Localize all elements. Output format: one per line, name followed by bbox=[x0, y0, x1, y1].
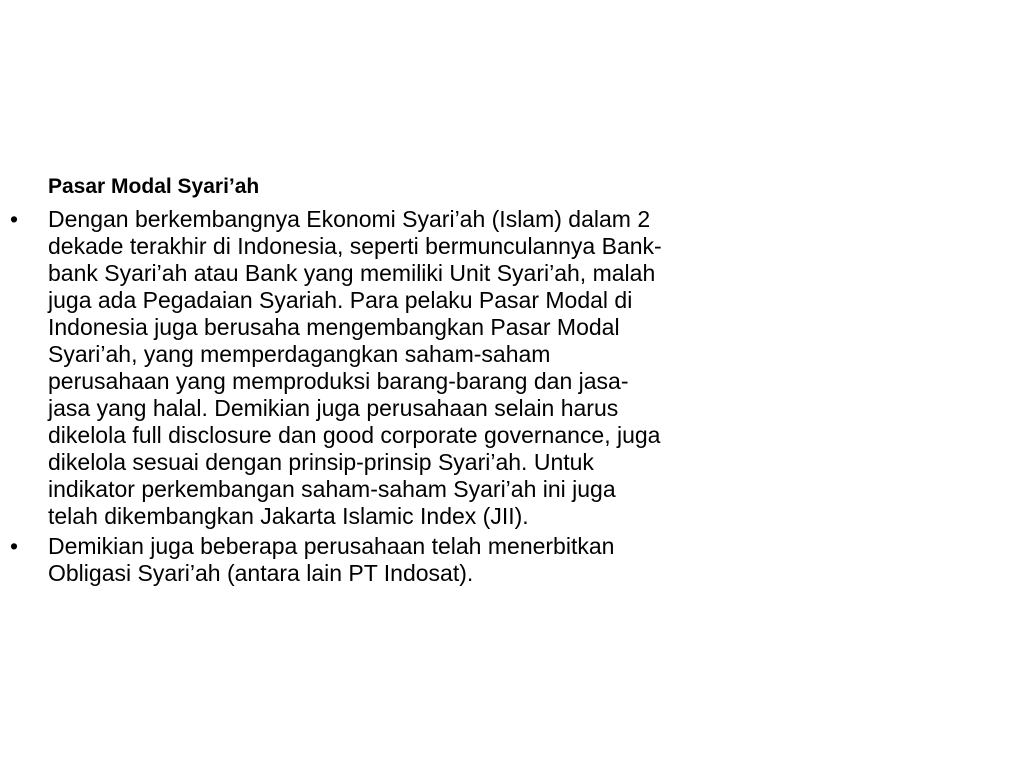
bullet-mark: • bbox=[10, 206, 19, 232]
bullet-list bbox=[10, 206, 810, 587]
bullet-text: Demikian juga beberapa perusahaan telah menerbitkan Obligasi Syari’ah (antara lain PT Indosat). bbox=[48, 533, 615, 586]
bullet-mark: • bbox=[10, 533, 19, 559]
bullet-text: Dengan berkembangnya Ekonomi Syari’ah (Islam) dalam 2 dekade terakhir di Indonesia, seperti bermunculannya Bank- bank Syari’ah atau Bank yang memiliki Unit Syari’ah, malah juga ada Pegadaian Syariah. Para pelaku Pasar Modal di Indonesia juga berusaha mengembangkan Pasar Modal Syari’ah, yang memperdagangkan saham-saham perusahaan yang memproduksi barang-barang dan jasa- jasa yang halal. Demikian juga perusahaan selain harus dikelola full disclosure dan good corporate governance, juga dikelola sesuai dengan prinsip-prinsip Syari’ah. Untuk indikator perkembangan saham-saham Syari’ah ini juga telah dikembangkan Jakarta Islamic Index (JII). bbox=[48, 206, 662, 529]
bullet-item bbox=[10, 206, 810, 530]
bullet-item bbox=[10, 533, 810, 587]
slide-content bbox=[10, 172, 810, 587]
slide-heading: Pasar Modal Syari’ah bbox=[48, 175, 260, 198]
